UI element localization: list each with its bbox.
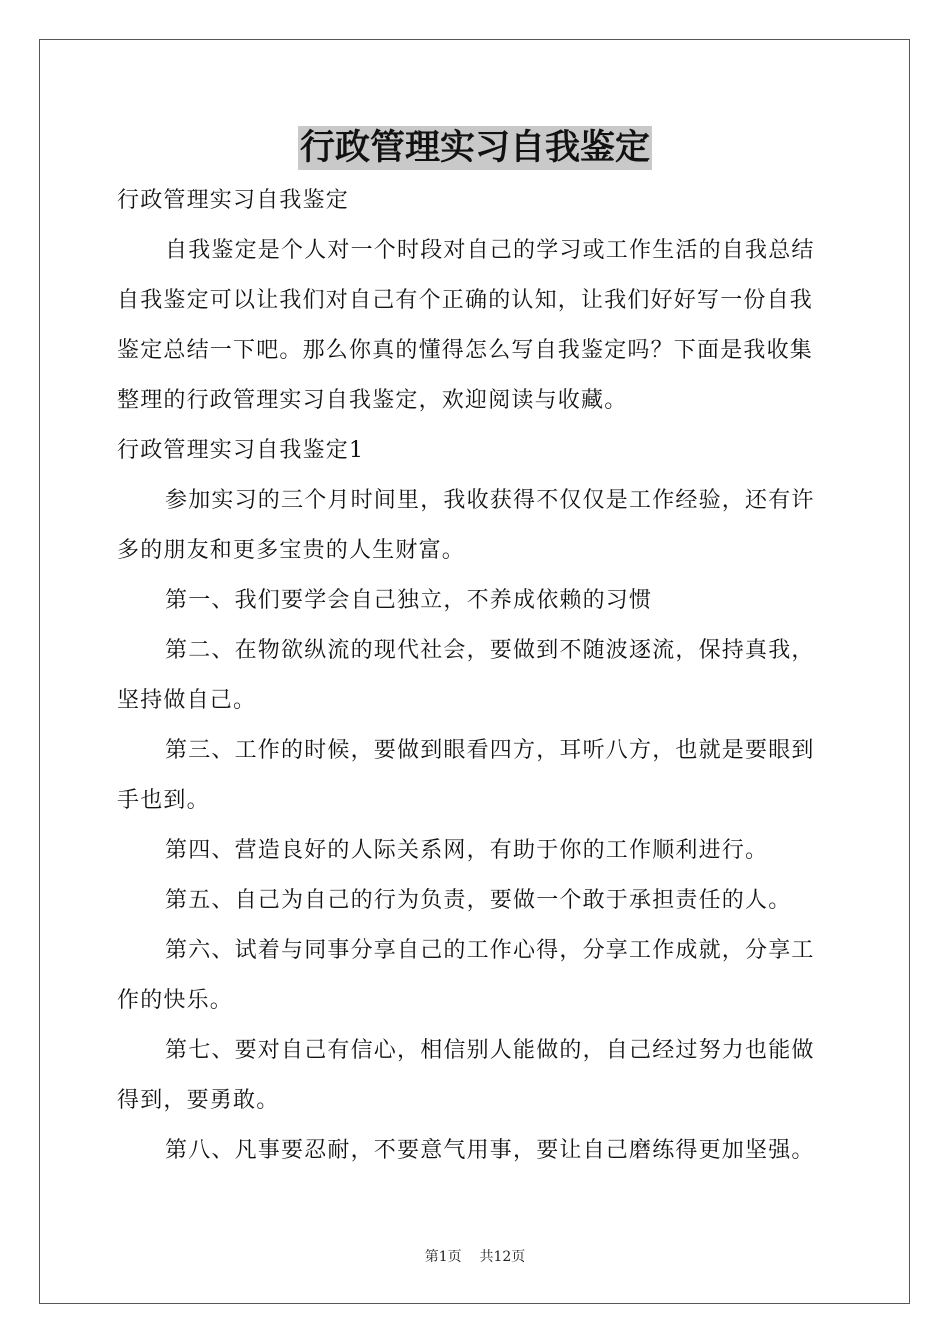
paragraph-intro: 自我鉴定是个人对一个时段对自己的学习或工作生活的自我总结自我鉴定可以让我们对自己有个正确的认知，让我们好好写一份自我鉴定总结一下吧。那么你真的懂得怎么写自我鉴定吗？下面是我收集整理的行政管理实习自我鉴定，欢迎阅读与收藏。 <box>117 238 815 413</box>
paragraph-item-5: 第五、自己为自己的行为负责，要做一个敢于承担责任的人。 <box>165 888 792 913</box>
section-heading: 行政管理实习自我鉴定1 <box>117 438 365 463</box>
paragraph-item-4: 第四、营造良好的人际关系网，有助于你的工作顺利进行。 <box>165 838 769 863</box>
page-number: 第1页 <box>424 1249 462 1265</box>
paragraph-heading: 行政管理实习自我鉴定 <box>117 188 350 213</box>
paragraph-item-1: 第一、我们要学会自己独立，不养成依赖的习惯 <box>165 588 653 613</box>
page-total: 共12页 <box>479 1249 526 1265</box>
paragraph-item-2: 第二、在物欲纵流的现代社会，要做到不随波逐流，保持真我，坚持做自己。 <box>117 638 815 713</box>
paragraph-item-3: 第三、工作的时候，要做到眼看四方，耳听八方，也就是要眼到手也到。 <box>117 738 815 813</box>
title-container <box>0 126 950 170</box>
paragraph-item-8: 第八、凡事要忍耐，不要意气用事，要让自己磨练得更加坚强。 <box>165 1138 815 1163</box>
page-footer <box>0 1247 950 1267</box>
document-body <box>117 176 835 1176</box>
paragraph-item-6: 第六、试着与同事分享自己的工作心得，分享工作成就，分享工作的快乐。 <box>117 938 815 1013</box>
paragraph: 参加实习的三个月时间里，我收获得不仅仅是工作经验，还有许多的朋友和更多宝贵的人生财富。 <box>117 488 815 563</box>
document-title: 行政管理实习自我鉴定 <box>299 127 650 168</box>
paragraph-item-7: 第七、要对自己有信心，相信别人能做的，自己经过努力也能做得到，要勇敢。 <box>117 1038 815 1113</box>
